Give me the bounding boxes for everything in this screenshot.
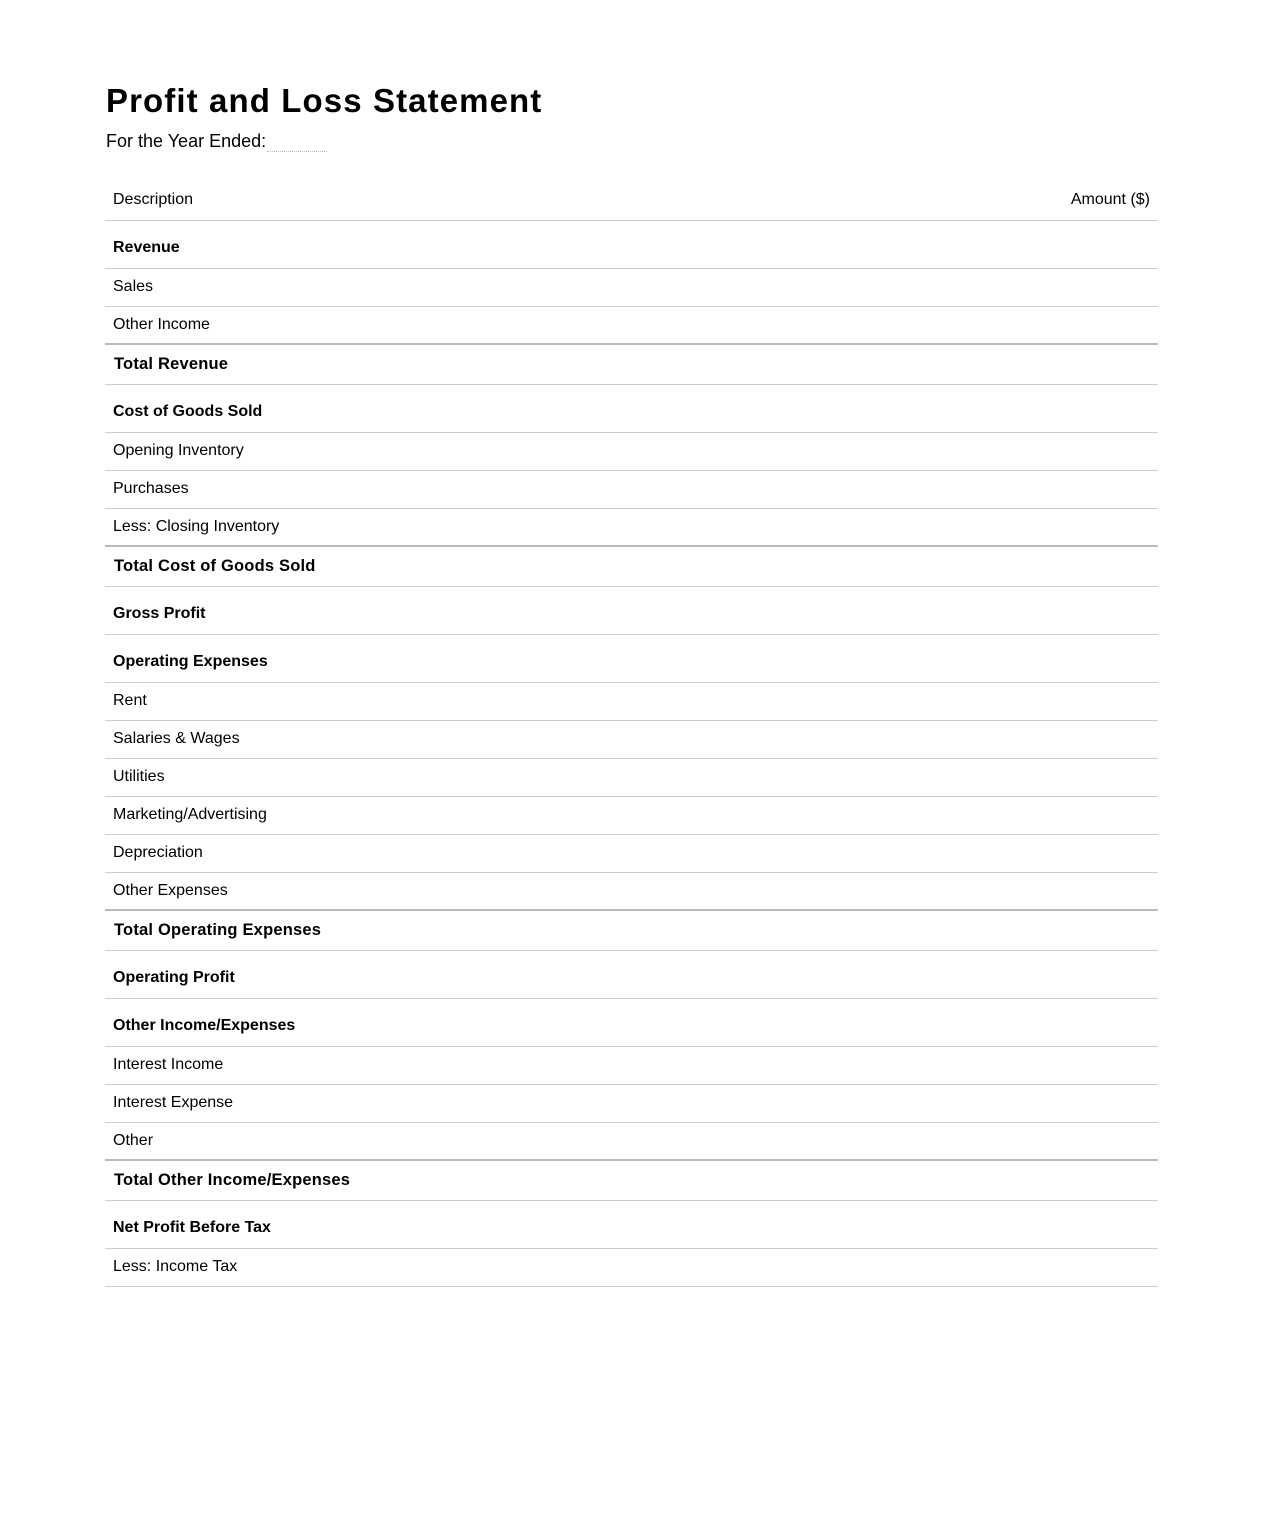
row-description: Salaries & Wages: [113, 730, 240, 747]
row-amount[interactable]: [870, 1122, 1158, 1160]
row-amount[interactable]: [870, 470, 1158, 508]
row-description: Purchases: [113, 480, 189, 497]
table-header-row: [105, 181, 1158, 220]
row-description: Total Revenue: [114, 354, 229, 373]
row-description: Rent: [113, 692, 147, 709]
section-row: [105, 634, 1158, 682]
row-amount[interactable]: [870, 306, 1158, 344]
row-description: Marketing/Advertising: [113, 806, 267, 823]
statement-table: [105, 181, 1158, 1287]
row-description: Other: [113, 1131, 154, 1149]
line-item-row: [105, 306, 1158, 344]
row-description: Gross Profit: [113, 605, 206, 622]
period-line: [106, 131, 327, 152]
row-description: Interest Expense: [113, 1094, 234, 1111]
row-amount[interactable]: [870, 634, 1158, 682]
row-amount[interactable]: [870, 344, 1158, 384]
section-row: [105, 1200, 1158, 1248]
row-amount[interactable]: [870, 1248, 1158, 1286]
row-amount[interactable]: [870, 1200, 1158, 1248]
statement-table-container: [105, 181, 1158, 1301]
total-row: [105, 910, 1158, 950]
row-amount[interactable]: [870, 1160, 1158, 1200]
row-description: Operating Profit: [113, 969, 235, 986]
row-amount[interactable]: [870, 1046, 1158, 1084]
row-amount[interactable]: [870, 268, 1158, 306]
row-description: Less: Income Tax: [113, 1258, 238, 1275]
row-description: Cost of Goods Sold: [113, 403, 263, 420]
section-row: [105, 950, 1158, 998]
line-item-row: [105, 834, 1158, 872]
line-item-row: [105, 758, 1158, 796]
line-item-row: [105, 796, 1158, 834]
row-description: Other Income: [113, 315, 210, 333]
line-item-row: [105, 682, 1158, 720]
line-item-row: [105, 268, 1158, 306]
section-row: [105, 384, 1158, 432]
row-description: Total Operating Expenses: [114, 920, 322, 939]
row-description: Sales: [113, 278, 154, 295]
section-row: [105, 220, 1158, 268]
row-amount[interactable]: [870, 220, 1158, 268]
line-item-row: [105, 1084, 1158, 1122]
total-row: [105, 546, 1158, 586]
section-row: [105, 998, 1158, 1046]
row-amount[interactable]: [870, 720, 1158, 758]
row-amount[interactable]: [870, 1084, 1158, 1122]
row-amount[interactable]: [870, 384, 1158, 432]
period-label: For the Year Ended:: [106, 131, 267, 151]
row-description: Utilities: [113, 768, 165, 785]
row-description: Interest Income: [113, 1056, 224, 1073]
row-description: Other Income/Expenses: [113, 1017, 296, 1034]
line-item-row: [105, 1248, 1158, 1286]
row-amount[interactable]: [870, 508, 1158, 546]
table-body: [105, 220, 1158, 1286]
row-amount[interactable]: [870, 586, 1158, 634]
line-item-row: [105, 872, 1158, 910]
row-amount[interactable]: [870, 432, 1158, 470]
column-header-amount: Amount ($): [1070, 191, 1150, 209]
line-item-row: [105, 508, 1158, 546]
line-item-row: [105, 720, 1158, 758]
row-description: Less: Closing Inventory: [113, 517, 280, 535]
line-item-row: [105, 470, 1158, 508]
page-title: Profit and Loss Statement: [106, 82, 543, 119]
row-amount[interactable]: [870, 998, 1158, 1046]
line-item-row: [105, 1122, 1158, 1160]
row-amount[interactable]: [870, 950, 1158, 998]
total-row: [105, 344, 1158, 384]
row-amount[interactable]: [870, 758, 1158, 796]
total-row: [105, 1160, 1158, 1200]
row-description: Depreciation: [113, 844, 203, 861]
row-amount[interactable]: [870, 910, 1158, 950]
row-description: Other Expenses: [113, 881, 228, 899]
row-amount[interactable]: [870, 546, 1158, 586]
row-description: Operating Expenses: [113, 653, 268, 670]
row-description: Total Other Income/Expenses: [114, 1170, 351, 1189]
row-description: Revenue: [113, 239, 180, 256]
row-description: Total Cost of Goods Sold: [114, 556, 316, 575]
line-item-row: [105, 1046, 1158, 1084]
column-header-description: Description: [113, 191, 194, 209]
row-description: Opening Inventory: [113, 442, 244, 459]
section-row: [105, 586, 1158, 634]
row-amount[interactable]: [870, 834, 1158, 872]
row-amount[interactable]: [870, 682, 1158, 720]
row-description: Net Profit Before Tax: [113, 1219, 271, 1236]
year-ended-field[interactable]: [267, 133, 327, 152]
row-amount[interactable]: [870, 796, 1158, 834]
line-item-row: [105, 432, 1158, 470]
row-amount[interactable]: [870, 872, 1158, 910]
